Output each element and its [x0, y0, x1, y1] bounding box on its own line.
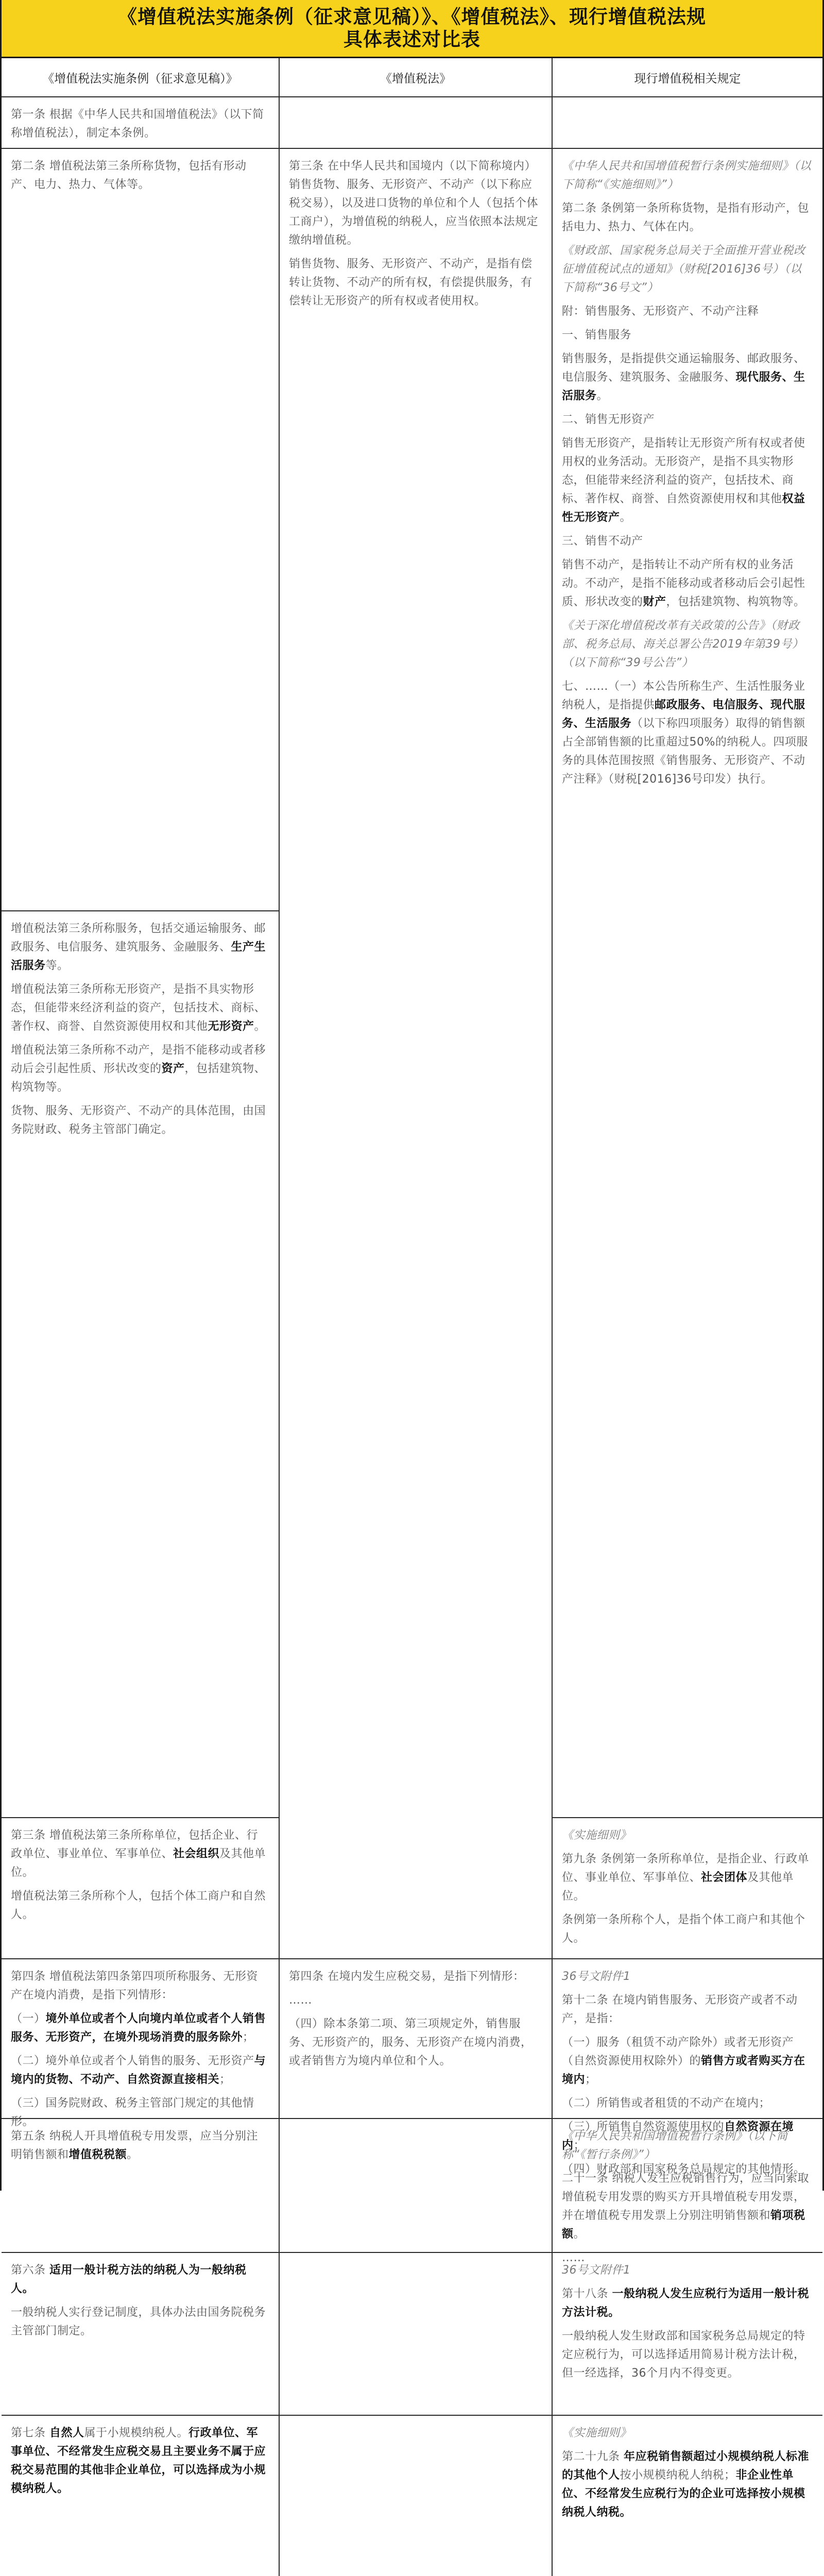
text-segment: 第一条 根据《中华人民共和国增值税法》（以下简称增值税法），制定本条例。	[11, 108, 264, 140]
highlighted-text: 现代服务、生活服务	[562, 371, 805, 402]
highlighted-text: 销售方或者购买方在境内	[562, 2055, 805, 2086]
text-segment: 第三条 在中华人民共和国境内（以下简称境内）销售货物、服务、无形资产、不动产（以下称应税交易），以及进口货物的单位和个人（包括个体工商户），为增值税的纳税人，应当依照本法规定缴纳增值税。	[289, 160, 539, 247]
text-segment: ；	[219, 2073, 231, 2086]
paragraph	[562, 2170, 813, 2244]
text-segment: 增值税法第三条所称服务，包括交通运输服务、邮政服务、电信服务、建筑服务、金融服务、	[11, 922, 266, 954]
text-segment: 。	[573, 2228, 586, 2241]
paragraph	[562, 411, 813, 429]
text-segment: 属于小规模纳税人。	[84, 2427, 189, 2439]
paragraph	[562, 302, 813, 321]
source-citation: 36号文附件1	[562, 2264, 631, 2277]
text-segment: 第二十九条	[562, 2450, 624, 2463]
paragraph	[562, 1850, 813, 1906]
table-cell	[553, 2119, 822, 2264]
paragraph	[562, 2127, 813, 2164]
table-cell	[2, 911, 280, 1818]
text-segment: 七、……（一）本公告所称生产、生活性服务业纳税人，是指提供	[562, 680, 805, 711]
highlighted-text: 社会组织	[173, 1848, 220, 1860]
comparison-table	[2, 58, 822, 2519]
text-segment: ，包括建筑物、构筑物等。	[11, 1062, 266, 1094]
paragraph	[562, 2327, 813, 2383]
text-segment: 二十一条 纳税人发生应税销售行为，应当向索取增值税专用发票的购买方开具增值税专用发票，并在增值税专用发票上分别注明销售额和	[562, 2172, 809, 2222]
document-title	[2, 0, 822, 58]
text-segment: 第六条	[11, 2264, 49, 2277]
text-segment: 销售货物、服务、无形资产、不动产，是指有偿转让货物、不动产的所有权，有偿提供服务，有偿转让无形资产的所有权或者使用权。	[289, 258, 533, 308]
text-segment: 及其他单位。	[11, 1848, 266, 1879]
table-cell	[280, 2416, 553, 2576]
text-segment: 第五条 纳税人开具增值税专用发票，应当分别注明销售额和	[11, 2130, 258, 2161]
highlighted-text: 自然资源在境内	[562, 2121, 794, 2152]
text-segment: （二）境外单位或者个人销售的服务、无形资产	[11, 2055, 254, 2067]
highlighted-text: 权益性无形资产	[562, 493, 805, 524]
text-segment: （四）除本条第二项、第三项规定外，销售服务、无形资产的，服务、无形资产在境内消费，或者销售方为境内单位和个人。	[289, 2018, 533, 2067]
column-header-vat-law: 《增值税法》	[280, 58, 553, 97]
text-segment: ；	[585, 2073, 597, 2086]
paragraph	[562, 532, 813, 551]
paragraph	[562, 2261, 813, 2280]
table-cell	[2, 97, 280, 149]
paragraph	[11, 1887, 269, 1924]
table-cell	[2, 2416, 280, 2576]
text-segment: 二、销售无形资产	[562, 413, 655, 426]
paragraph	[289, 255, 542, 311]
text-segment: （以下称四项服务）取得的销售额占全部销售额的比重超过50%的纳税人。四项服务的具体范围按照《销售服务、无形资产、不动产注释》（财税[2016]36号印发）执行。	[562, 717, 808, 786]
paragraph	[289, 157, 542, 250]
text-segment: 。	[127, 2148, 139, 2161]
text-segment: 及其他单位。	[562, 1871, 794, 1903]
text-segment: 第二条 增值税法第三条所称货物，包括有形动产、电力、热力、气体等。	[11, 160, 247, 191]
source-citation: 《中华人民共和国增值税暂行条例实施细则》（以下简称“《实施细则》”）	[562, 160, 812, 191]
table-cell	[2, 1818, 280, 1959]
text-segment: 一般纳税人实行登记制度，具体办法由国务院税务主管部门制定。	[11, 2306, 266, 2337]
text-segment: 条例第一条所称个人，是指个体工商户和其他个人。	[562, 1913, 805, 1945]
text-segment: 第十八条	[562, 2287, 612, 2300]
text-segment: ……	[562, 2251, 585, 2264]
text-segment: （一）服务（租赁不动产除外）或者无形资产（自然资源使用权除外）的	[562, 2036, 794, 2067]
paragraph	[562, 1826, 813, 1845]
text-segment: 。	[596, 389, 609, 402]
text-segment: （四）财政部和国家税务总局规定的其他情形。	[562, 2163, 805, 2176]
text-segment: （二）所销售或者租赁的不动产在境内；	[562, 2097, 771, 2110]
text-segment: 第三条 增值税法第三条所称单位，包括企业、行政单位、事业单位、军事单位、	[11, 1829, 258, 1860]
highlighted-text: 适用一般计税方法的纳税人为一般纳税人。	[11, 2264, 247, 2295]
highlighted-text: 财产	[643, 596, 666, 608]
highlighted-text: 与境内的货物、不动产、自然资源直接相关	[11, 2055, 266, 2086]
table-cell	[553, 1818, 822, 1959]
paragraph	[562, 2033, 813, 2089]
text-segment: 一、销售服务	[562, 329, 632, 342]
paragraph	[562, 350, 813, 405]
paragraph	[562, 434, 813, 527]
source-citation: 《中华人民共和国增值税暂行条例》（以下简称“《暂行条例》”）	[562, 2130, 788, 2161]
paragraph	[562, 157, 813, 194]
table-cell	[2, 149, 280, 911]
text-segment: 三、销售不动产	[562, 535, 643, 548]
highlighted-text: 境外单位或者个人向境内单位或者个人销售服务、无形资产，在境外现场消费的服务除外	[11, 2012, 266, 2044]
paragraph	[11, 1826, 269, 1882]
text-segment: 销售无形资产，是指转让无形资产所有权或者使用权的业务活动。无形资产，是指不具实物形态，但能带来经济利益的资产，包括技术、商标、著作权、商誉、自然资源使用权和其他	[562, 437, 805, 505]
paragraph	[11, 920, 269, 975]
paragraph	[562, 2448, 813, 2522]
paragraph	[562, 2285, 813, 2322]
title-line-2: 具体表述对比表	[344, 28, 480, 50]
table-cell	[553, 2253, 822, 2416]
highlighted-text: 行政单位、军事单位、不经常发生应税交易且主要业务不属于应税交易范围的其他非企业单位，可以选择成为小规模纳税人。	[11, 2427, 266, 2495]
text-segment: 附：销售服务、无形资产、不动产注释	[562, 305, 759, 318]
source-citation: 《实施细则》	[562, 1829, 632, 1842]
paragraph	[562, 1911, 813, 1948]
text-segment: 一般纳税人发生财政部和国家税务总局规定的特定应税行为，可以选择适用简易计税方法计税，但一经选择，36个月内不得变更。	[562, 2330, 805, 2380]
paragraph	[11, 1968, 269, 2005]
text-segment: 增值税法第三条所称不动产，是指不能移动或者移动后会引起性质、形状改变的	[11, 1044, 266, 1075]
text-segment: 货物、服务、无形资产、不动产的具体范围，由国务院财政、税务主管部门确定。	[11, 1105, 266, 1136]
text-segment: 。	[254, 1020, 266, 1033]
paragraph	[11, 2010, 269, 2047]
highlighted-text: 生产生活服务	[11, 941, 266, 972]
table-cell	[553, 149, 822, 1818]
highlighted-text: 自然人	[49, 2427, 84, 2439]
text-segment: （三）国务院财政、税务主管部门规定的其他情形。	[11, 2097, 254, 2128]
text-segment: ……	[289, 1994, 312, 2007]
paragraph	[289, 1991, 542, 2010]
text-segment: 第四条 在境内发生应税交易，是指下列情形：	[289, 1970, 525, 1983]
paragraph	[562, 2094, 813, 2113]
text-segment: 第四条 增值税法第四条第四项所称服务、无形资产在境内消费，是指下列情形：	[11, 1970, 258, 2002]
text-segment: 。	[620, 511, 632, 524]
source-citation: 《实施细则》	[562, 2427, 632, 2439]
highlighted-text: 一般纳税人发生应税行为适用一般计税方法计税。	[562, 2287, 810, 2319]
paragraph	[562, 326, 813, 345]
column-header-current-rules: 现行增值税相关规定	[553, 58, 822, 97]
paragraph	[11, 980, 269, 1036]
paragraph	[562, 617, 813, 672]
text-segment: 增值税法第三条所称个人，包括个体工商户和自然人。	[11, 1890, 266, 1921]
paragraph	[11, 2052, 269, 2089]
highlighted-text: 资产	[161, 1062, 185, 1075]
paragraph	[11, 106, 269, 143]
text-segment: 等。	[45, 959, 69, 972]
paragraph	[562, 242, 813, 297]
paragraph	[11, 157, 269, 194]
column-header-draft-regulation: 《增值税法实施条例（征求意见稿）》	[2, 58, 280, 97]
highlighted-text: 社会团体	[701, 1871, 748, 1884]
paragraph	[562, 199, 813, 236]
text-segment: 增值税法第三条所称无形资产，是指不具实物形态，但能带来经济利益的资产，包括技术、商标、著作权、商誉、自然资源使用权和其他	[11, 983, 266, 1033]
paragraph	[562, 556, 813, 612]
text-segment: 第七条	[11, 2427, 49, 2439]
source-citation: 《财政部、国家税务总局关于全面推开营业税改征增值税试点的通知》（财税[2016]36号）（以下简称“36号文”）	[562, 244, 805, 294]
table-cell	[553, 97, 822, 149]
text-segment: 第二条 条例第一条所称货物，是指有形动产，包括电力、热力、气体在内。	[562, 202, 809, 233]
text-segment: 第十二条 在境内销售服务、无形资产或者不动产，是指：	[562, 1994, 798, 2025]
paragraph	[11, 2303, 269, 2341]
table-cell	[280, 97, 553, 149]
source-citation: 《关于深化增值税改革有关政策的公告》（财政部、税务总局、海关总署公告2019年第39号）（以下简称“39号公告”）	[562, 619, 804, 669]
table-cell	[280, 149, 553, 1959]
text-segment: ；	[243, 2031, 254, 2044]
highlighted-text: 年应税销售额超过小规模纳税人标准的其他个人	[562, 2450, 810, 2482]
paragraph	[11, 2127, 269, 2164]
table-cell	[553, 2416, 822, 2576]
text-segment: 销售不动产，是指转让不动产所有权的业务活动。不动产，是指不能移动或者移动后会引起性质、形状改变的	[562, 558, 805, 608]
highlighted-text: 无形资产	[208, 1020, 254, 1033]
paragraph	[562, 2424, 813, 2443]
table-cell	[2, 1959, 280, 2128]
highlighted-text: 销项税额	[562, 2209, 805, 2241]
paragraph	[562, 677, 813, 789]
table-cell	[280, 2119, 553, 2253]
paragraph	[11, 2261, 269, 2298]
table-cell	[280, 1959, 553, 2119]
paragraph	[562, 1991, 813, 2028]
text-segment: ；	[573, 2139, 586, 2152]
paragraph	[11, 1102, 269, 1139]
text-segment: 按小规模纳税人纳税；	[620, 2469, 736, 2482]
paragraph	[11, 2424, 269, 2498]
table-cell	[2, 2119, 280, 2253]
highlighted-text: 增值税税额	[68, 2148, 127, 2161]
title-line-1: 《增值税法实施条例（征求意见稿）》、《增值税法》、现行增值税法规	[118, 6, 706, 28]
highlighted-text: 非企业性单位、不经常发生应税行为的企业可选择按小规模纳税人纳税。	[562, 2469, 805, 2519]
text-segment: 第九条 条例第一条所称单位，是指企业、行政单位、事业单位、军事单位、	[562, 1853, 809, 1884]
paragraph	[289, 1968, 542, 1986]
text-segment: （一）	[11, 2012, 46, 2025]
text-segment: 销售服务，是指提供交通运输服务、邮政服务、电信服务、建筑服务、金融服务、	[562, 352, 805, 384]
paragraph	[289, 2015, 542, 2071]
highlighted-text: 邮政服务、电信服务、现代服务、生活服务	[562, 699, 805, 730]
text-segment: ，包括建筑物、构筑物等。	[666, 596, 805, 608]
source-citation: 36号文附件1	[562, 1970, 631, 1983]
paragraph	[11, 1041, 269, 1097]
paragraph	[562, 1968, 813, 1986]
text-segment: （三）所销售自然资源使用权的	[562, 2121, 725, 2133]
table-cell	[280, 2253, 553, 2416]
table-cell	[2, 2253, 280, 2416]
